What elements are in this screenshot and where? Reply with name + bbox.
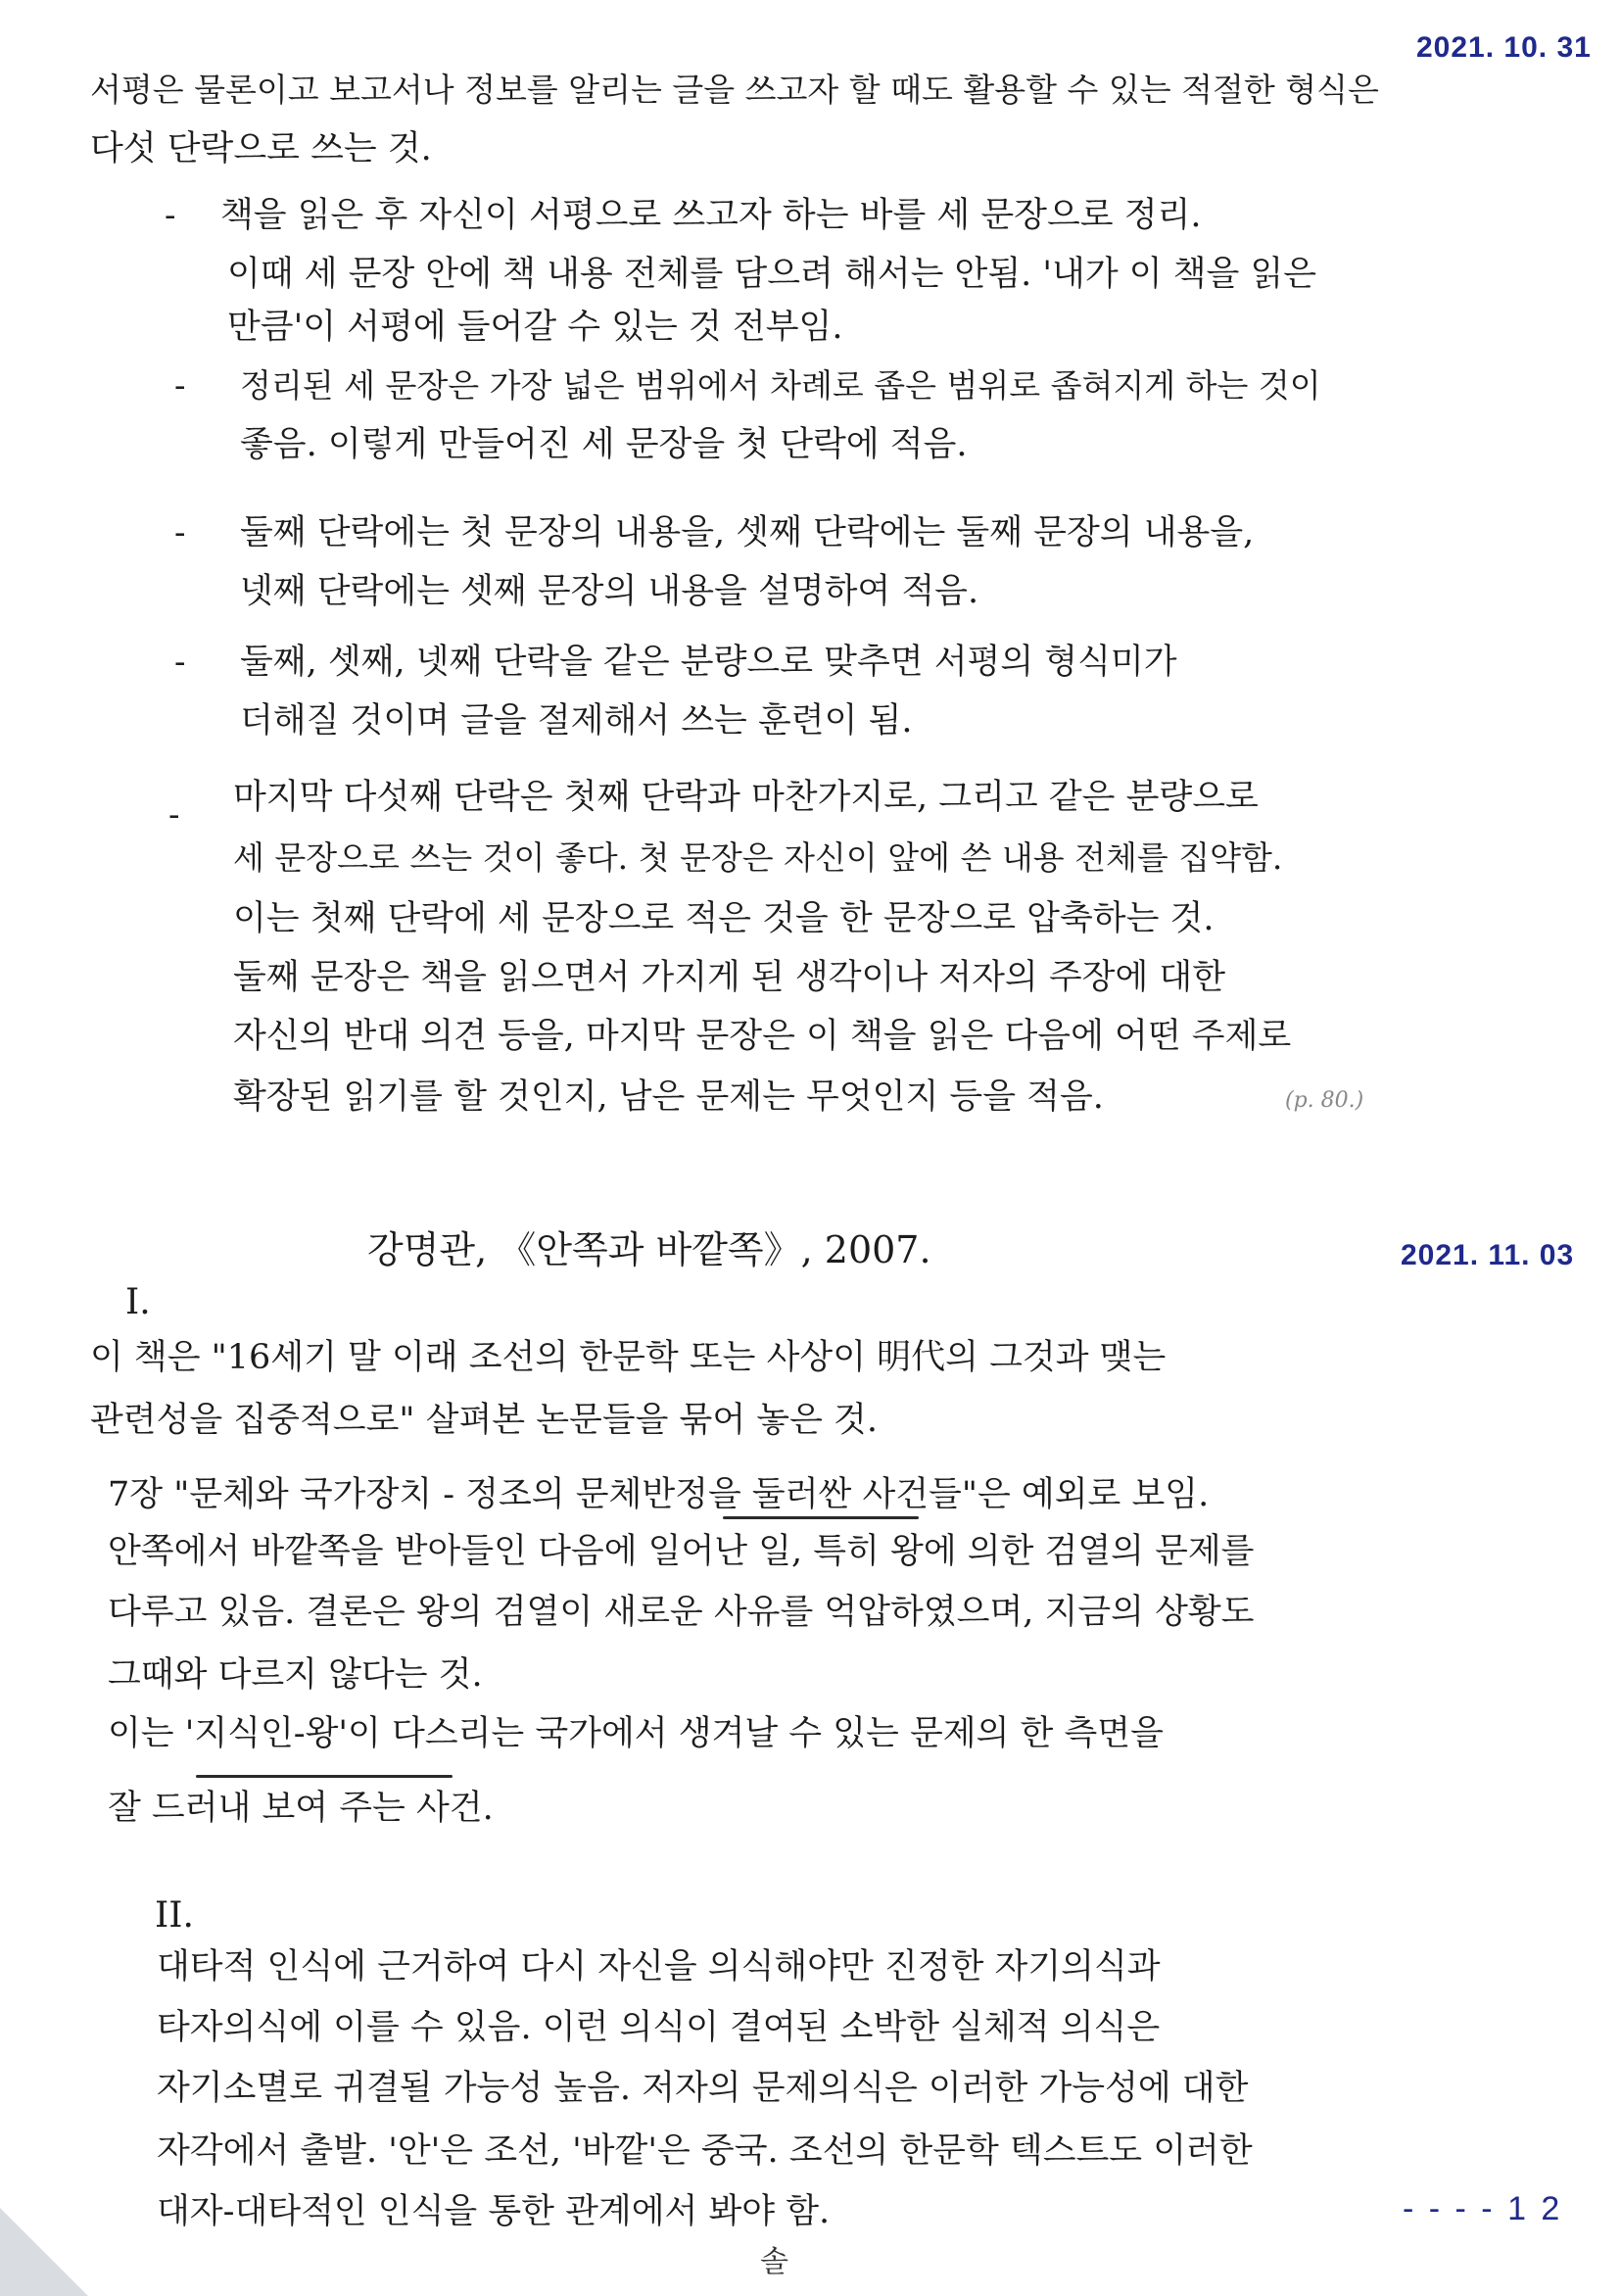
- bullet-line: 만큼'이 서평에 들어갈 수 있는 것 전부임.: [227, 308, 843, 347]
- handwritten-signature: 솔: [760, 2245, 788, 2279]
- bullet-line: 자신의 반대 의견 등을, 마지막 문장은 이 책을 읽은 다음에 어떤 주제로: [233, 1017, 1292, 1056]
- section-line: 대자-대타적인 인식을 통한 관계에서 봐야 함.: [157, 2192, 831, 2231]
- bullet-line: 둘째 단락에는 첫 문장의 내용을, 셋째 단락에는 둘째 문장의 내용을,: [240, 513, 1255, 552]
- bullet-line: 확장된 읽기를 할 것인지, 남은 문제는 무엇인지 등을 적음.: [233, 1077, 1104, 1117]
- section-line: 관련성을 집중적으로" 살펴본 논문들을 묶어 놓은 것.: [90, 1401, 878, 1440]
- bullet-line: 더해질 것이며 글을 절제해서 쓰는 훈련이 됨.: [240, 701, 913, 741]
- bullet-line: 마지막 다섯째 단락은 첫째 단락과 마찬가지로, 그리고 같은 분량으로: [233, 778, 1259, 817]
- date-stamp-second: 2021. 11. 03: [1401, 1239, 1575, 1271]
- section-line: 그때와 다르지 않다는 것.: [108, 1655, 483, 1695]
- text-underline: [723, 1516, 919, 1519]
- section-heading: II.: [155, 1895, 194, 1936]
- bullet-line: 정리된 세 문장은 가장 넓은 범위에서 차례로 좁은 범위로 좁혀지게 하는 것이: [240, 366, 1321, 405]
- bullet-line: 좋음. 이렇게 만들어진 세 문장을 첫 단락에 적음.: [240, 425, 968, 464]
- bullet-dash: -: [174, 643, 186, 682]
- bullet-dash: -: [165, 196, 176, 235]
- section-line: 잘 드러내 보여 주는 사건.: [108, 1789, 494, 1828]
- bullet-line: 둘째, 셋째, 넷째 단락을 같은 분량으로 맞추면 서평의 형식미가: [240, 643, 1177, 682]
- bullet-dash: -: [174, 366, 186, 406]
- page-reference-note: (p. 80.): [1285, 1088, 1364, 1113]
- bullet-line: 책을 읽은 후 자신이 서평으로 쓰고자 하는 바를 세 문장으로 정리.: [220, 196, 1202, 235]
- section-line: 이 책은 "16세기 말 이래 조선의 한문학 또는 사상이 明代의 그것과 맺는: [90, 1338, 1167, 1377]
- bullet-dash: -: [174, 513, 186, 552]
- section-line: 자기소멸로 귀결될 가능성 높음. 저자의 문제의식은 이러한 가능성에 대한: [157, 2069, 1249, 2108]
- section-line: 7장 "문체와 국가장치 - 정조의 문체반정을 둘러싼 사건들"은 예외로 보임.: [108, 1475, 1210, 1514]
- section-line: 안쪽에서 바깥쪽을 받아들인 다음에 일어난 일, 특히 왕에 의한 검열의 문제를: [108, 1532, 1255, 1571]
- section-line: 타자의식에 이를 수 있음. 이런 의식이 결여된 소박한 실체적 의식은: [157, 2008, 1161, 2047]
- date-stamp-first: 2021. 10. 31: [1416, 31, 1592, 64]
- section-line: 이는 '지식인-왕'이 다스리는 국가에서 생겨날 수 있는 문제의 한 측면을: [108, 1714, 1164, 1753]
- bullet-dash: -: [168, 795, 180, 835]
- intro-line: 다섯 단락으로 쓰는 것.: [90, 129, 432, 168]
- page-number: - - - - 1 2: [1403, 2190, 1563, 2227]
- section-line: 대타적 인식에 근거하여 다시 자신을 의식해야만 진정한 자기의식과: [157, 1947, 1161, 1986]
- book-title: 강명관, 《안쪽과 바깥쪽》, 2007.: [367, 1228, 931, 1271]
- intro-line: 서평은 물론이고 보고서나 정보를 알리는 글을 쓰고자 할 때도 활용할 수 있는 적절한 형식은: [90, 71, 1379, 109]
- section-line: 다루고 있음. 결론은 왕의 검열이 새로운 사유를 억압하였으며, 지금의 상황도: [108, 1593, 1255, 1632]
- bullet-line: 이때 세 문장 안에 책 내용 전체를 담으려 해서는 안됨. '내가 이 책을 읽은: [227, 255, 1317, 294]
- section-heading: I.: [125, 1282, 151, 1322]
- bullet-line: 세 문장으로 쓰는 것이 좋다. 첫 문장은 자신이 앞에 쓴 내용 전체를 집약함.: [233, 838, 1283, 877]
- text-underline: [196, 1775, 453, 1778]
- bullet-line: 둘째 문장은 책을 읽으면서 가지게 된 생각이나 저자의 주장에 대한: [233, 958, 1226, 997]
- bullet-line: 넷째 단락에는 셋째 문장의 내용을 설명하여 적음.: [240, 572, 979, 611]
- section-line: 자각에서 출발. '안'은 조선, '바깥'은 중국. 조선의 한문학 텍스트도 이러한: [157, 2131, 1253, 2171]
- page-corner-fold: [0, 2208, 88, 2296]
- bullet-line: 이는 첫째 단락에 세 문장으로 적은 것을 한 문장으로 압축하는 것.: [233, 899, 1215, 938]
